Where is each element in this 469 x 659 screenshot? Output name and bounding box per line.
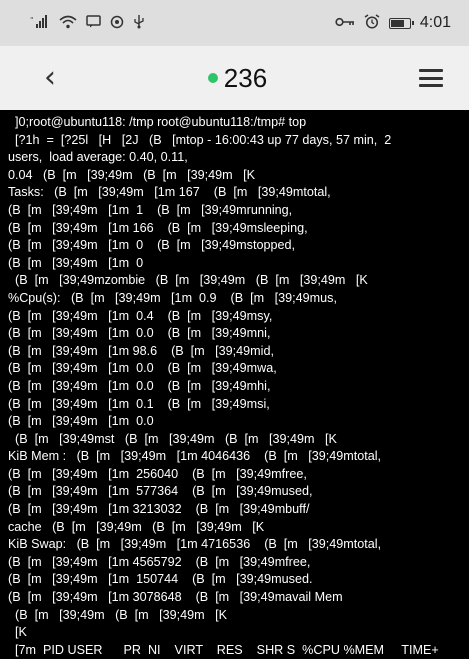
session-title <box>208 63 267 94</box>
terminal-line: (B [m [39;49m [1m 256040 (B [m [39;49mfree, <box>8 466 307 481</box>
terminal-line: (B [m [39;49m [1m 0.0 (B [m [39;49mni, <box>8 326 271 341</box>
signal-icon <box>30 15 50 32</box>
terminal-line: (B [m [39;49m [1m 98.6 (B [m [39;49mid, <box>8 343 274 358</box>
terminal-line: users, load average: 0.40, 0.11, <box>8 150 188 165</box>
terminal-line: (B [m [39;49m [1m 1 (B [m [39;49mrunning, <box>8 202 293 217</box>
usb-icon <box>133 14 145 32</box>
status-time: 4:01 <box>419 14 451 31</box>
message-icon <box>86 15 101 31</box>
terminal-line: (B [m [39;49m [1m 0 (B [m [39;49mstopped, <box>8 238 295 253</box>
terminal-line: Tasks: (B [m [39;49m [1m 167 (B [m [39;49mtotal, <box>8 185 331 200</box>
terminal-line: [K <box>8 625 27 640</box>
terminal-line: (B [m [39;49m [1m 577364 (B [m [39;49mused, <box>8 484 313 499</box>
terminal-line: (B [m [39;49m [1m 4565792 (B [m [39;49mfree, <box>8 554 311 569</box>
terminal-line: (B [m [39;49m [1m 3078648 (B [m [39;49mavail Mem <box>8 590 343 605</box>
terminal-line: cache (B [m [39;49m (B [m [39;49m [K <box>8 519 265 534</box>
battery-icon <box>389 18 411 29</box>
status-bar <box>0 0 469 46</box>
terminal-line: (B [m [39;49m [1m 3213032 (B [m [39;49mbuff/ <box>8 502 310 517</box>
wifi-icon <box>59 15 77 32</box>
terminal-line: (B [m [39;49m [1m 150744 (B [m [39;49mused. <box>8 572 313 587</box>
status-bar-left <box>30 14 145 32</box>
terminal-line: (B [m [39;49mzombie (B [m [39;49m (B [m [39;49m [K <box>8 273 368 288</box>
session-title-text: 236 <box>223 62 268 93</box>
terminal-output[interactable] <box>0 110 469 657</box>
terminal-line: (B [m [39;49m [1m 0.0 (B [m [39;49mwa, <box>8 361 277 376</box>
alarm-icon <box>364 14 380 32</box>
terminal-line: (B [m [39;49m [1m 0.1 (B [m [39;49msi, <box>8 396 270 411</box>
terminal-line: 0.04 (B [m [39;49m (B [m [39;49m [K <box>8 167 256 182</box>
terminal-line: [?1h = [?25l [H [2J (B [mtop - 16:00:43 up 77 days, 57 min, 2 <box>8 132 392 147</box>
terminal-line: (B [m [39;49m [1m 0.4 (B [m [39;49msy, <box>8 308 273 323</box>
terminal-line: KiB Mem : (B [m [39;49m [1m 4046436 (B [m [39;49mtotal, <box>8 449 382 464</box>
terminal-line: (B [m [39;49m [1m 0.0 (B [m [39;49mhi, <box>8 378 271 393</box>
terminal-line: (B [m [39;49mst (B [m [39;49m (B [m [39;49m [K <box>8 431 337 446</box>
back-button[interactable]: ‹ <box>44 60 56 95</box>
terminal-line: KiB Swap: (B [m [39;49m [1m 4716536 (B [m [39;49mtotal, <box>8 537 382 552</box>
terminal-line: [7m PID USER PR NI VIRT RES SHR S %CPU %MEM TIME+ <box>8 642 439 657</box>
terminal-line: (B [m [39;49m (B [m [39;49m [K <box>8 607 228 622</box>
terminal-line: (B [m [39;49m [1m 0 <box>8 255 144 270</box>
key-icon <box>335 16 355 31</box>
settings-icon <box>110 15 124 32</box>
menu-icon[interactable] <box>419 69 443 87</box>
terminal-line: %Cpu(s): (B [m [39;49m [1m 0.9 (B [m [39;49mus, <box>8 290 337 305</box>
svg-text:“: “ <box>30 15 34 24</box>
terminal-line: (B [m [39;49m [1m 166 (B [m [39;49msleeping, <box>8 220 308 235</box>
status-bar-right <box>335 14 451 32</box>
connection-status-dot <box>208 73 218 83</box>
top-navigation-bar <box>0 46 469 110</box>
terminal-line: ]0;root@ubuntu118: /tmp root@ubuntu118:/tmp# top <box>8 115 307 129</box>
terminal-line: (B [m [39;49m [1m 0.0 <box>8 414 154 429</box>
